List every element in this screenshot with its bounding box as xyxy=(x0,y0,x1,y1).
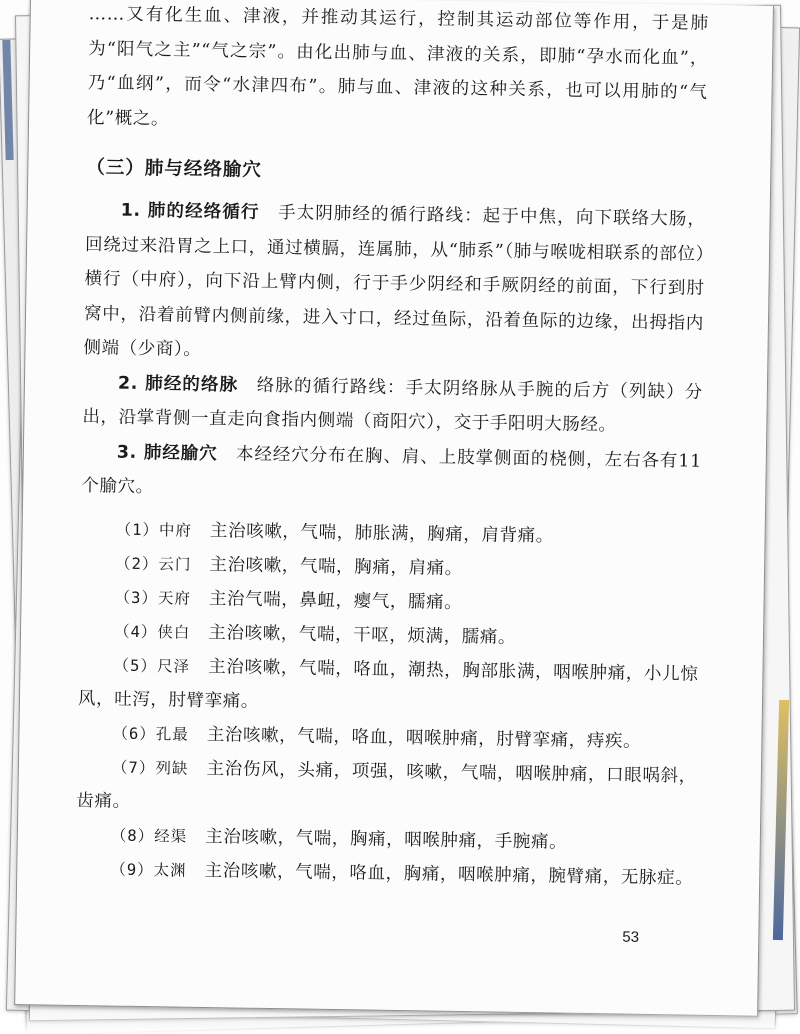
acupoint-name: （9）太渊 xyxy=(110,860,187,880)
acupoint-indication: 主治咳嗽，气喘，胸痛，咽喉肿痛，手腕痛。 xyxy=(205,826,568,853)
subsection-collateral xyxy=(82,366,703,445)
list-item xyxy=(76,749,697,827)
acupoint-indication: 主治咳嗽，气喘，咯血，胸痛，咽喉肿痛，腕臂痛，无脉症。 xyxy=(204,860,694,889)
page-number: 53 xyxy=(622,928,640,946)
subsection-heading: 1. 肺的经络循行 xyxy=(120,200,260,223)
acupoint-name: （4）侠白 xyxy=(113,622,191,642)
subsection-text: 本经经穴分布在胸、肩、上肢掌侧面的桡侧，左右各有11个腧穴。 xyxy=(81,443,702,498)
subsection-heading: 3. 肺经腧穴 xyxy=(116,442,218,464)
acupoint-list xyxy=(75,512,701,896)
page-content xyxy=(75,0,709,895)
intro-paragraph: ……又有化生血、津液，并推动其运行，控制其运动部位等作用，于是肺为“阳气之主”“气之宗”。由化出肺与血、津液的关系，即肺“孕水而化血”，乃“血纲”，而令“水津四布”。肺与血、津液的这种关系，也可以用肺的“气化”概之。 xyxy=(86,4,709,129)
book-page xyxy=(14,0,774,1017)
subsection-text: 络脉的循行路线：手太阴络脉从手腕的后方（列缺）分出，沿掌背侧一直走向食指内侧端（商阳穴），交于手阳明大肠经。 xyxy=(82,375,704,436)
bottom-fade xyxy=(0,1010,800,1034)
acupoint-indication: 主治咳嗽，气喘，干呕，烦满，臑痛。 xyxy=(208,622,517,648)
subsection-heading: 2. 肺经的络脉 xyxy=(117,373,239,395)
acupoint-indication: 主治咳嗽，气喘，肺胀满，胸痛，肩背痛。 xyxy=(209,520,555,546)
acupoint-name: （6）孔最 xyxy=(112,724,189,744)
acupoint-name: （7）列缺 xyxy=(111,758,189,778)
acupoint-indication: 主治咳嗽，气喘，胸痛，肩痛。 xyxy=(209,554,463,579)
section-heading: （三）肺与经络腧穴 xyxy=(86,157,262,181)
subsection-meridian-course xyxy=(83,193,706,375)
acupoint-name: （1）中府 xyxy=(115,520,193,540)
subsection-acupoints xyxy=(81,435,702,514)
acupoint-name: （8）经渠 xyxy=(110,826,188,846)
acupoint-name: （5）尺泽 xyxy=(113,656,191,676)
subsection-text: 手太阴肺经的循行路线：起于中焦，向下联络大肠，回绕过来沿胃之上口，通过横膈，连属肺，从“肺系”（肺与喉咙相联系的部位）横行（中府），向下沿上臂内侧，行于手少阴经和手厥阴经的前面，下行到肘窝中，沿着前臂内侧前缘，进入寸口，经过鱼际，沿着鱼际的边缘，出拇指内侧端（少商）。 xyxy=(83,203,706,360)
acupoint-indication: 主治咳嗽，气喘，咯血，潮热，胸部胀满，咽喉肿痛，小儿惊风，吐泻，肘臂挛痛。 xyxy=(77,656,699,712)
acupoint-indication: 主治气喘，鼻衄，瘿气，臑痛。 xyxy=(208,588,463,613)
acupoint-indication: 主治咳嗽，气喘，咯血，咽喉肿痛，肘臂挛痛，痔疾。 xyxy=(206,724,642,752)
acupoint-name: （2）云门 xyxy=(114,554,192,574)
list-item xyxy=(78,648,699,726)
acupoint-name: （3）天府 xyxy=(114,588,192,608)
acupoint-indication: 主治伤风，头痛，项强，咳嗽，气喘，咽喉肿痛，口眼㖞斜，齿痛。 xyxy=(76,758,698,812)
